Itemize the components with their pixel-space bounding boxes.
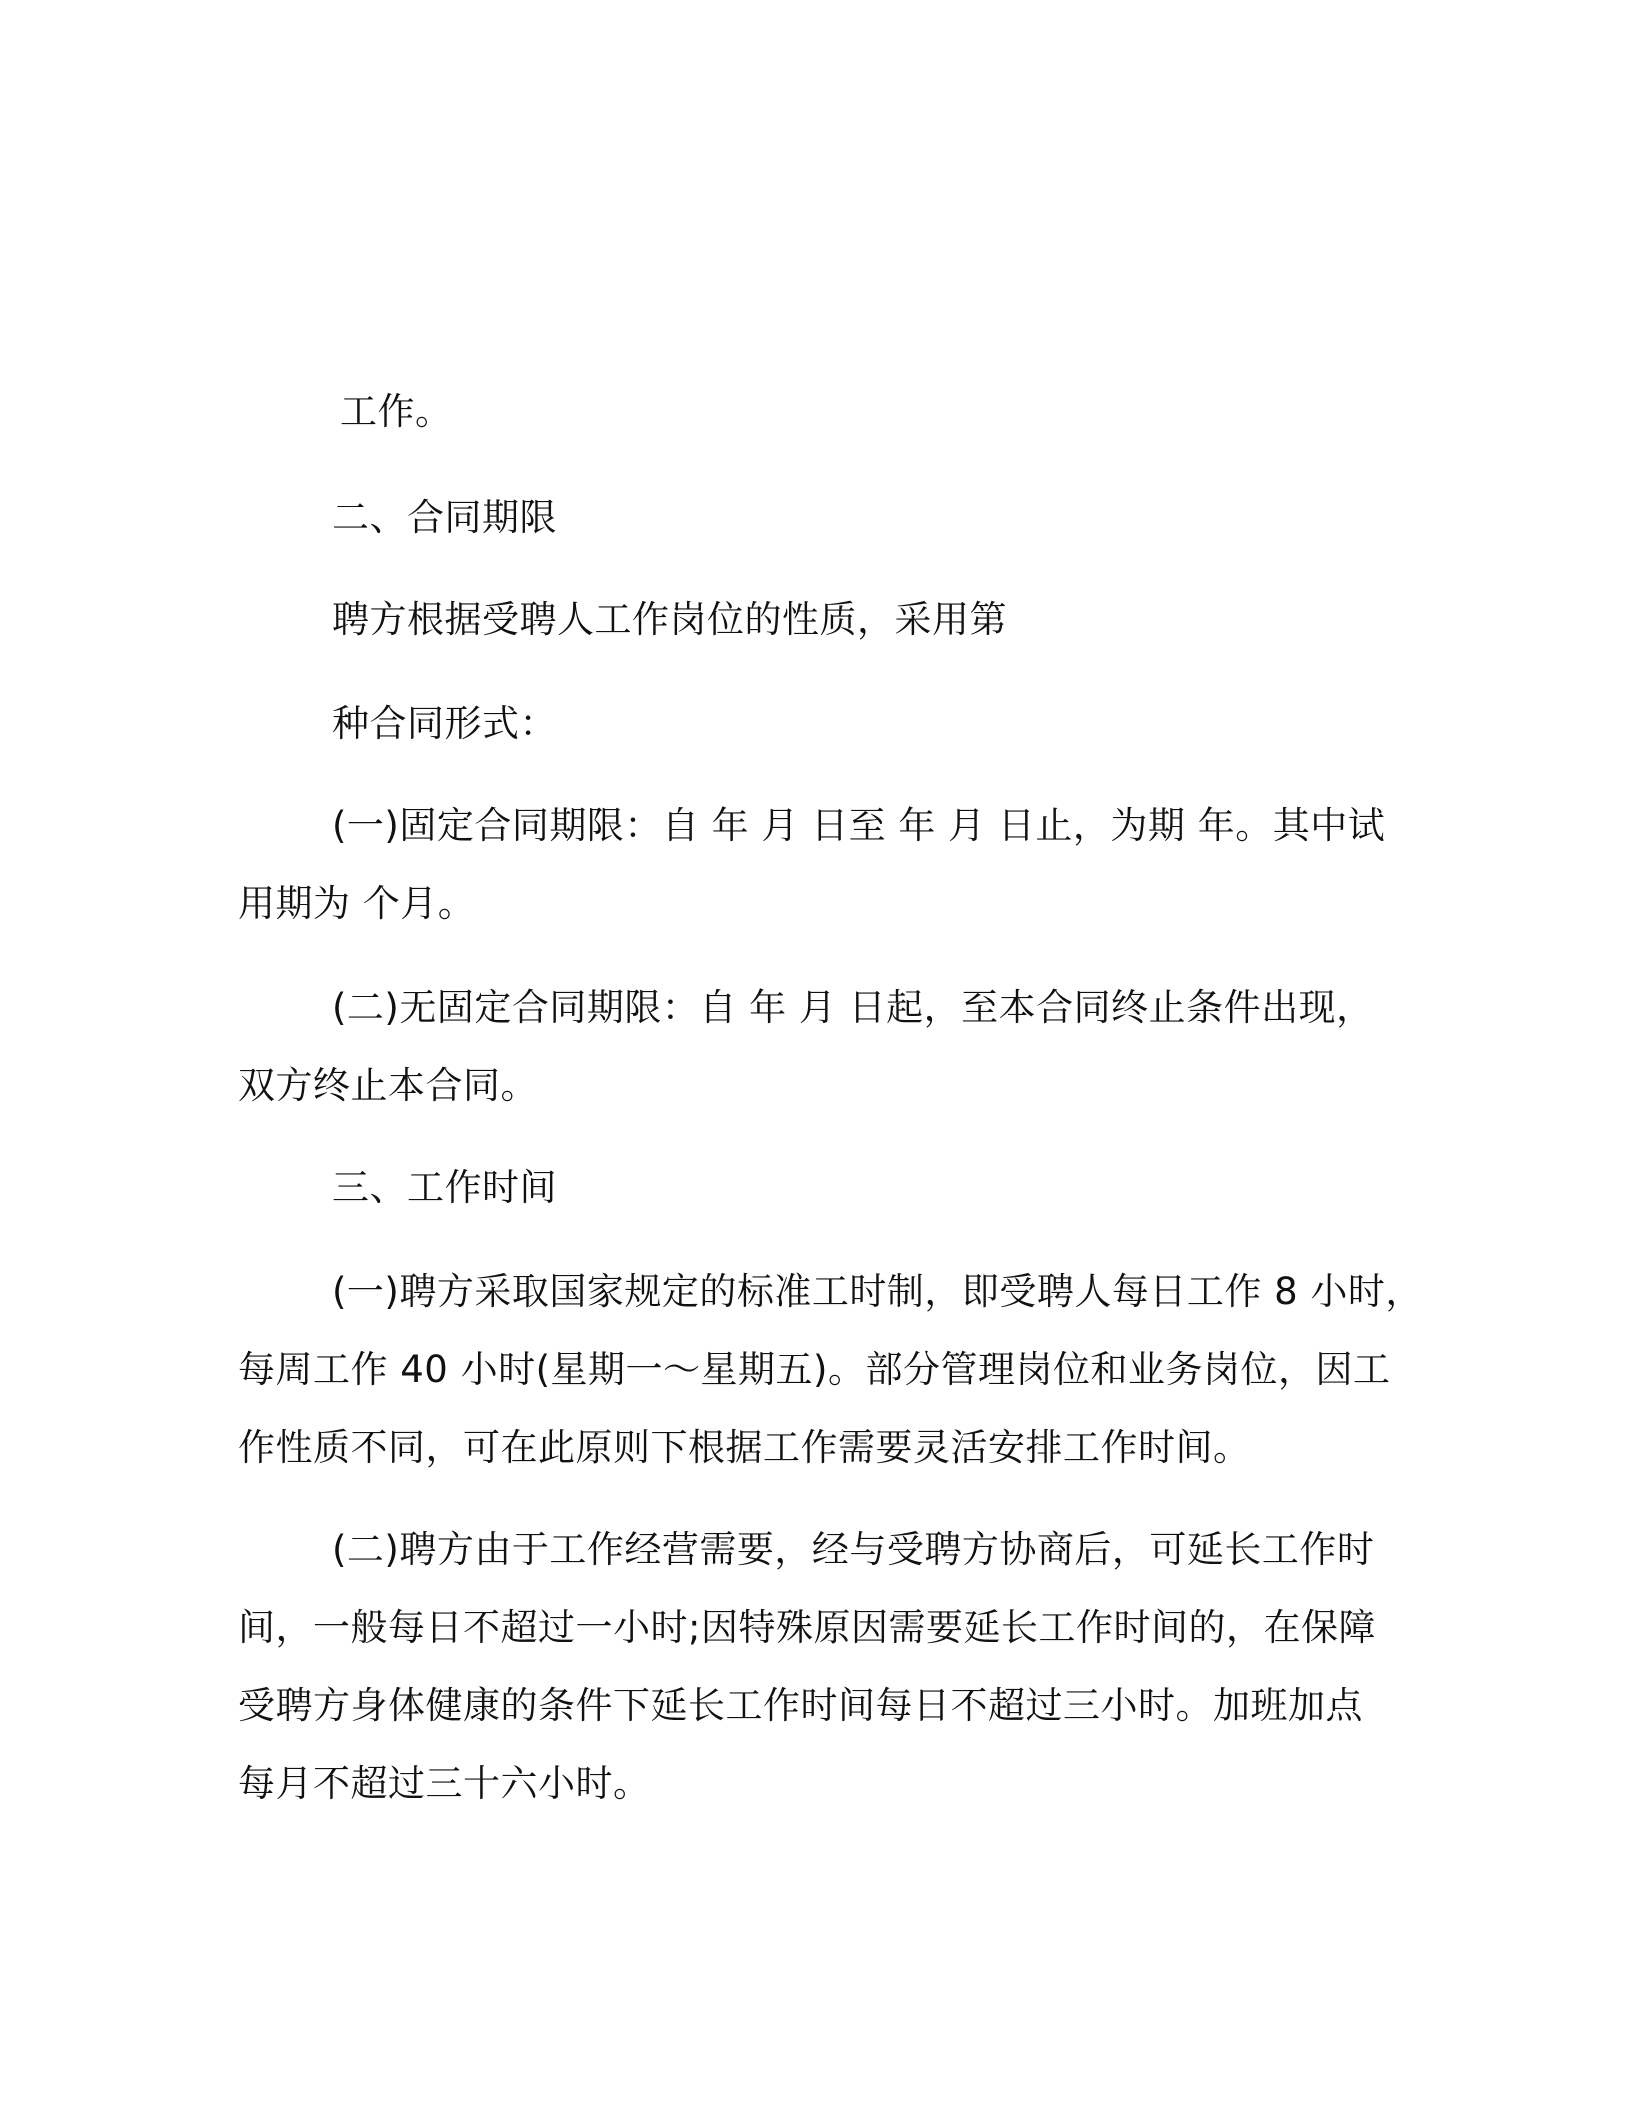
text-line-overtime-4: 每月不超过三十六小时。: [238, 1762, 651, 1805]
text-line-contract-form-2: 种合同形式：: [332, 702, 557, 745]
text-line-standard-hours-3: 作性质不同，可在此原则下根据工作需要灵活安排工作时间。: [238, 1426, 1251, 1469]
text-line-standard-hours-1: (一)聘方采取国家规定的标准工时制，即受聘人每日工作 8 小时，: [332, 1270, 1423, 1313]
section-heading-working-hours: 三、工作时间: [332, 1166, 557, 1209]
text-line-fixed-term-2: 用期为 个月。: [238, 882, 476, 925]
text-line-work-end: 工作。: [340, 390, 453, 433]
text-line-open-term-2: 双方终止本合同。: [238, 1064, 538, 1107]
section-heading-contract-term: 二、合同期限: [332, 496, 557, 539]
text-line-open-term-1: (二)无固定合同期限：自 年 月 日起，至本合同终止条件出现，: [332, 986, 1374, 1029]
text-line-standard-hours-2: 每周工作 40 小时(星期一～星期五)。部分管理岗位和业务岗位，因工: [238, 1348, 1391, 1391]
text-line-fixed-term-1: (一)固定合同期限：自 年 月 日至 年 月 日止，为期 年。其中试: [332, 804, 1386, 847]
text-line-overtime-2: 间，一般每日不超过一小时;因特殊原因需要延长工作时间的，在保障: [238, 1606, 1376, 1649]
text-line-contract-form-1: 聘方根据受聘人工作岗位的性质，采用第: [332, 598, 1007, 641]
text-line-overtime-1: (二)聘方由于工作经营需要，经与受聘方协商后，可延长工作时: [332, 1528, 1375, 1571]
text-line-overtime-3: 受聘方身体健康的条件下延长工作时间每日不超过三小时。加班加点: [238, 1684, 1363, 1727]
